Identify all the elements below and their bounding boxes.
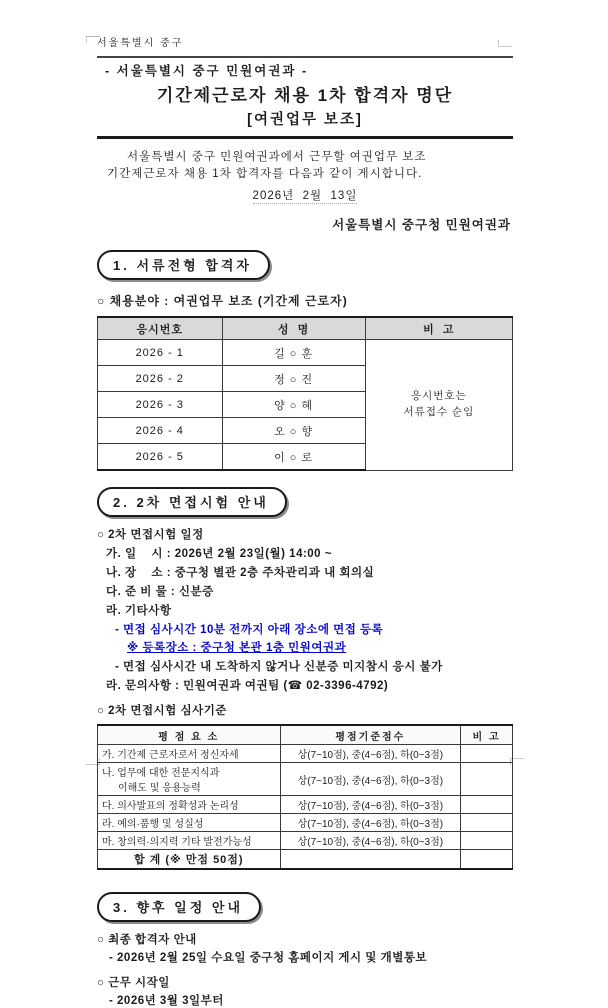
document-content [97, 34, 513, 1008]
criteria-total-score [280, 850, 461, 870]
interview-schedule-title: ○ 2차 면접시험 일정 [97, 529, 204, 542]
table-header-row [98, 317, 513, 340]
final-pass-detail: - 2026년 2월 25일 수요일 중구청 홈페이지 게시 및 개별통보 [109, 952, 428, 965]
schedule-item-place: 나. 장 소 : 중구청 별관 2층 주차관리과 내 회의실 [106, 567, 375, 580]
document-title: 기간제근로자 채용 1차 합격자 명단 [156, 86, 454, 105]
col-header-score: 평점기준점수 [280, 725, 461, 745]
criteria-factor-line2: 이해도 및 응용능력 [118, 783, 201, 795]
schedule-item-bring: 다. 준 비 물 : 신분증 [106, 586, 214, 599]
document-subtitle: [여권업무 보조] [247, 112, 363, 128]
applicant-no: 2026 - 3 [98, 392, 223, 418]
col-header-note: 비 고 [461, 725, 513, 745]
col-header-note: 비 고 [365, 317, 512, 340]
section1-badge: 1. 서류전형 합격자 [97, 250, 270, 280]
criteria-factor: 가. 기간제 근로자로서 정신자세 [98, 745, 281, 763]
section3-badge: 3. 향후 일정 안내 [97, 892, 261, 922]
note-cell [365, 340, 512, 471]
title-department-line: - 서울특별시 중구 민원여권과 - [105, 64, 309, 78]
applicant-no: 2026 - 4 [98, 418, 223, 444]
col-header-applicant-no: 응시번호 [98, 317, 223, 340]
criteria-row [98, 796, 513, 814]
intro-line-1: 서울특별시 중구 민원여권과에서 근무할 여권업무 보조 [127, 151, 427, 163]
note-line-1: 응시번호는 [410, 390, 467, 403]
contact-line: 라. 문의사항 : 민원여권과 여권팀 (☎ 02-3396-4792) [106, 680, 389, 693]
criteria-total-row [98, 850, 513, 870]
registration-place: ※ 등록장소 : 중구청 본관 1층 민원여권과 [127, 642, 347, 655]
criteria-row [98, 763, 513, 796]
work-start-title: ○ 근무 시작일 [97, 977, 170, 990]
applicant-name: 정 ○ 진 [222, 366, 365, 392]
applicant-name: 오 ○ 향 [222, 418, 365, 444]
issuing-department: 서울특별시 중구청 민원여권과 [332, 218, 511, 233]
late-arrival-notice: - 면접 심사시간 내 도착하지 않거나 신분증 미지참시 응시 불가 [115, 661, 443, 674]
applicant-no: 2026 - 5 [98, 444, 223, 471]
section3 [97, 892, 513, 922]
section2 [97, 487, 513, 517]
criteria-score: 상(7~10점), 중(4~6점), 하(0~3점) [280, 763, 461, 796]
applicant-name: 양 ○ 혜 [222, 392, 365, 418]
criteria-score: 상(7~10점), 중(4~6점), 하(0~3점) [280, 814, 461, 832]
criteria-total-label: 합 계 (※ 만점 50점) [98, 850, 281, 870]
intro-paragraph [97, 149, 513, 182]
schedule-item-etc: 라. 기타사항 [106, 605, 172, 618]
final-pass-title: ○ 최종 합격자 안내 [97, 934, 197, 947]
agency-label: 서울특별시 중구 [97, 38, 184, 49]
col-header-factor: 평 점 요 소 [98, 725, 281, 745]
intro-line-2: 기간제근로자 채용 1차 합격자를 다음과 같이 게시합니다. [107, 167, 423, 180]
pass-list-table [97, 316, 513, 471]
schedule-item-datetime: 가. 일 시 : 2026년 2월 23일(월) 14:00 ~ [106, 548, 332, 561]
document-date: 2026년 2월 13일 [252, 190, 358, 203]
criteria-row [98, 745, 513, 763]
criteria-table [97, 724, 513, 870]
note-line-2: 서류접수 순임 [403, 406, 475, 419]
applicant-name: 길 ○ 훈 [222, 340, 365, 366]
table-row [98, 340, 513, 366]
section1 [97, 250, 513, 280]
criteria-total-note [461, 850, 513, 870]
criteria-factor: 다. 의사발표의 정확성과 논리성 [98, 796, 281, 814]
date-line [97, 187, 513, 203]
section2-badge: 2. 2차 면접시험 안내 [97, 487, 287, 517]
criteria-factor [98, 763, 281, 796]
applicant-name: 이 ○ 로 [222, 444, 365, 471]
criteria-factor: 라. 예의·품행 및 성실성 [98, 814, 281, 832]
registration-notice: - 면접 심사시간 10분 전까지 아래 장소에 면접 등록 [115, 624, 384, 637]
criteria-factor: 마. 창의력·의지력 기타 발전가능성 [98, 832, 281, 850]
criteria-note [461, 814, 513, 832]
criteria-factor-line1: 나. 업무에 대한 전문지식과 [102, 768, 220, 780]
applicant-no: 2026 - 2 [98, 366, 223, 392]
criteria-note [461, 763, 513, 796]
criteria-title: ○ 2차 면접시험 심사기준 [97, 705, 227, 718]
criteria-score: 상(7~10점), 중(4~6점), 하(0~3점) [280, 745, 461, 763]
criteria-score: 상(7~10점), 중(4~6점), 하(0~3점) [280, 832, 461, 850]
criteria-note [461, 745, 513, 763]
criteria-row [98, 832, 513, 850]
recruit-field-line: ○ 채용분야 : 여권업무 보조 (기간제 근로자) [97, 294, 348, 309]
criteria-row [98, 814, 513, 832]
col-header-name: 성 명 [222, 317, 365, 340]
title-box [97, 56, 513, 139]
criteria-header-row [98, 725, 513, 745]
criteria-note [461, 796, 513, 814]
criteria-note [461, 832, 513, 850]
criteria-score: 상(7~10점), 중(4~6점), 하(0~3점) [280, 796, 461, 814]
applicant-no: 2026 - 1 [98, 340, 223, 366]
work-start-detail: - 2026년 3월 3일부터 [109, 995, 224, 1008]
